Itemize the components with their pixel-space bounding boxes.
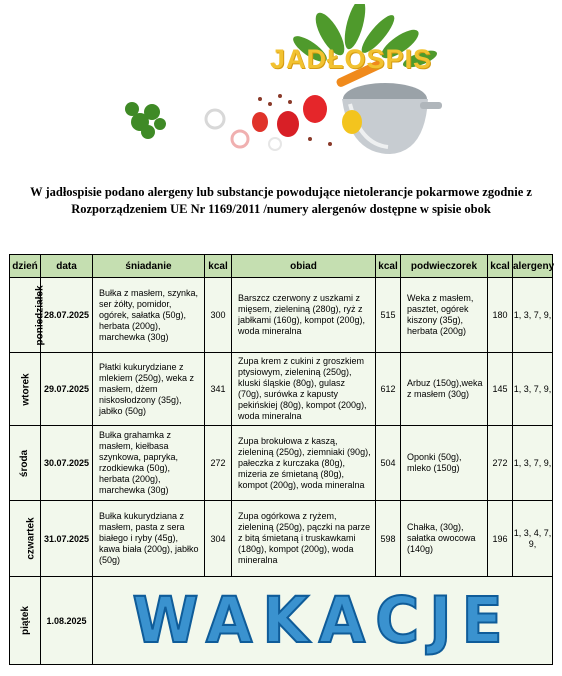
day-cell [10, 577, 41, 665]
breakfast-cell: Bułka kukurydziana z masłem, pasta z sera białego i ryby (45g), kawa biała (200g), jabłko (50g) [93, 501, 205, 577]
header-lunch: obiad [232, 255, 376, 278]
snack-kcal-cell: 180 [488, 278, 513, 353]
banner-illustration [120, 4, 450, 174]
breakfast-cell: Płatki kukurydziane z mlekiem (250g), weka z masłem, dżem niskosłodzony (35g), jabłko (50g) [93, 353, 205, 426]
holiday-text: WAKACJE [132, 583, 513, 658]
breakfast-cell: Bułka grahamka z masłem, kiełbasa szynkowa, papryka, rzodkiewka (50g), herbata (200g), marchewka (30g) [93, 426, 205, 501]
breakfast-kcal-cell: 341 [205, 353, 232, 426]
table-row [10, 426, 553, 501]
table-row [10, 278, 553, 353]
table-row [10, 353, 553, 426]
header-snack: podwieczorek [401, 255, 488, 278]
snack-cell: Chałka, (30g), sałatka owocowa (140g) [401, 501, 488, 577]
snack-kcal-cell: 272 [488, 426, 513, 501]
snack-cell: Oponki (50g), mleko (150g) [401, 426, 488, 501]
lunch-cell: Zupa ogórkowa z ryżem, zieleniną (250g), pączki na parze z bitą śmietaną i truskawkami (180g), kompot (200g), woda mineralna [232, 501, 376, 577]
day-cell [10, 278, 46, 353]
header-breakfast: śniadanie [93, 255, 205, 278]
table-row [10, 501, 553, 577]
allergens-cell: 1, 3, 4, 7, 9, [513, 501, 553, 577]
allergens-cell: 1, 3, 7, 9, [513, 426, 553, 501]
header-snack-kcal: kcal [488, 255, 513, 278]
date-cell: 1.08.2025 [41, 577, 93, 665]
day-label: środa [19, 449, 31, 477]
snack-kcal-cell: 196 [488, 501, 513, 577]
day-cell [10, 426, 41, 501]
date-cell: 31.07.2025 [41, 501, 93, 577]
snack-cell: Weka z masłem, pasztet, ogórek kiszony (35g), herbata (200g) [401, 278, 488, 353]
lunch-cell: Zupa krem z cukini z groszkiem ptysiowym, zieleniną (250g), kluski śląskie (80g), gulasz (70g), surówka z kapusty pekińskiej (80g), kompot (200g), woda mineralna [232, 353, 376, 426]
allergens-cell: 1, 3, 7, 9, [513, 278, 553, 353]
day-cell [10, 353, 41, 426]
snack-cell: Arbuz (150g),weka z masłem (30g) [401, 353, 488, 426]
date-cell: 28.07.2025 [41, 278, 93, 353]
header-allergens: alergeny [513, 255, 553, 278]
header-lunch-kcal: kcal [376, 255, 401, 278]
header-day: dzień [10, 255, 41, 278]
breakfast-kcal-cell: 272 [205, 426, 232, 501]
date-cell: 30.07.2025 [41, 426, 93, 501]
holiday-banner [93, 577, 553, 665]
header-date: data [41, 255, 93, 278]
lunch-kcal-cell: 612 [376, 353, 401, 426]
table-header-row [10, 255, 553, 278]
snack-kcal-cell: 145 [488, 353, 513, 426]
allergens-cell: 1, 3, 7, 9, [513, 353, 553, 426]
day-label: czwartek [25, 517, 37, 560]
table-row-holiday [10, 577, 553, 665]
menu-title: JADŁOSPIS [270, 44, 433, 74]
lunch-kcal-cell: 598 [376, 501, 401, 577]
breakfast-cell: Bułka z masłem, szynka, ser żółty, pomidor, ogórek, sałatka (50g), herbata (200g), marchewka (30g) [93, 278, 205, 353]
breakfast-kcal-cell: 300 [205, 278, 232, 353]
lunch-kcal-cell: 515 [376, 278, 401, 353]
breakfast-kcal-cell: 304 [205, 501, 232, 577]
header-breakfast-kcal: kcal [205, 255, 232, 278]
vegetable-pot-illustration [120, 4, 450, 174]
day-label: poniedziałek [34, 284, 46, 346]
day-cell [10, 501, 41, 577]
lunch-cell: Zupa brokułowa z kaszą, zieleniną (250g), ziemniaki (90g), pałeczka z kurczaka (80g), mizeria ze śmietaną (80g), kompot (200g), woda mineralna [232, 426, 376, 501]
lunch-kcal-cell: 504 [376, 426, 401, 501]
date-cell: 29.07.2025 [41, 353, 93, 426]
day-label: wtorek [20, 372, 32, 406]
allergen-notice: W jadłospisie podano alergeny lub substancje powodujące nietolerancje pokarmowe zgodnie z Rozporządzeniem UE Nr 1169/2011 /numery alergenów dostępne w spisie obok [30, 185, 532, 216]
day-label: piątek [19, 606, 31, 635]
lunch-cell: Barszcz czerwony z uszkami z mięsem, zieleniną (280g), ryż z jabłkami (160g), kompot (200g), woda mineralna [232, 278, 376, 353]
weekly-menu-table [9, 254, 553, 665]
